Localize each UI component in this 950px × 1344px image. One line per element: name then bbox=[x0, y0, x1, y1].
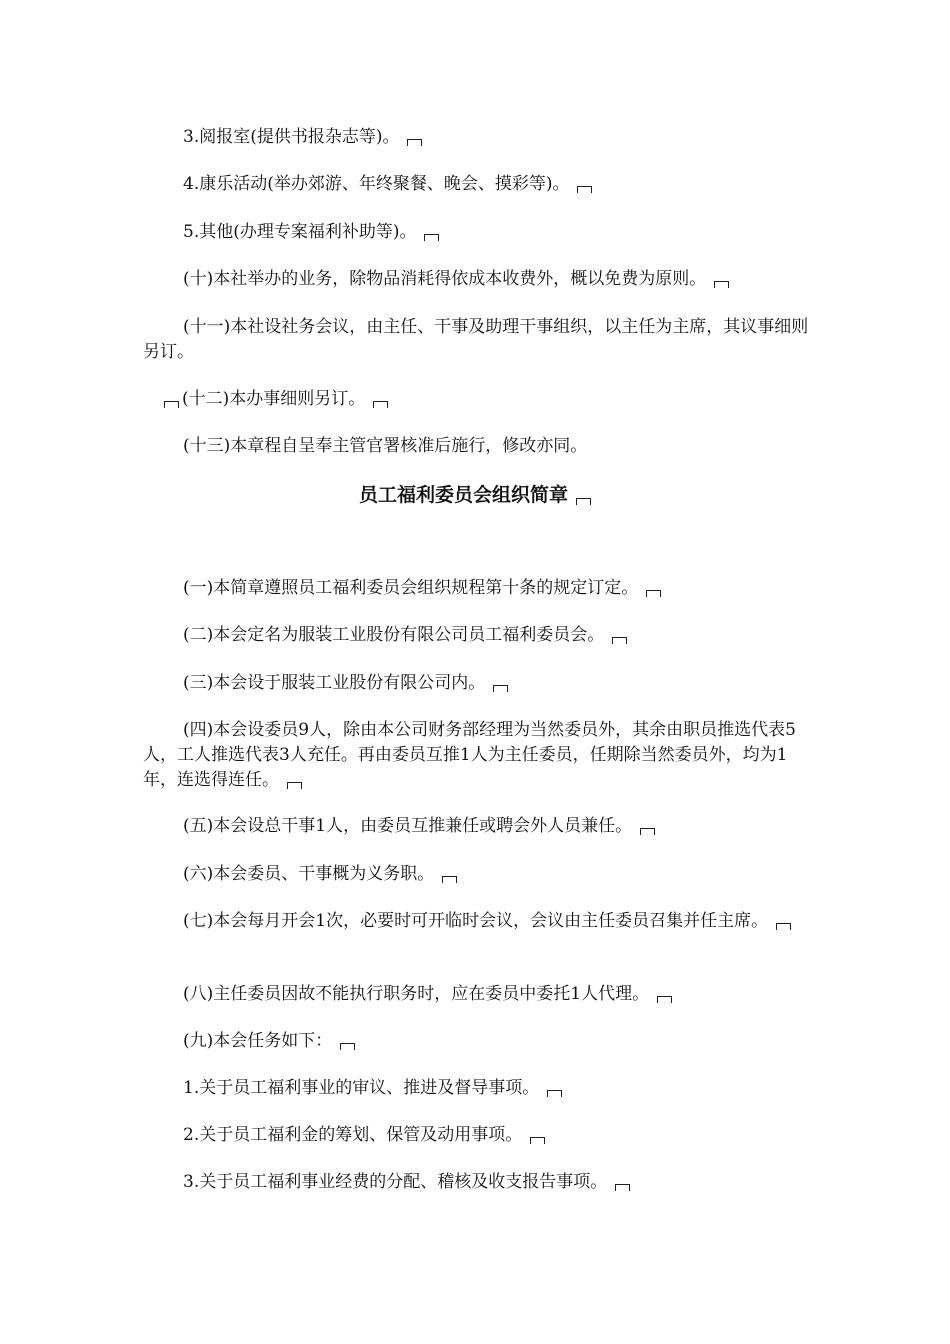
return-mark-icon bbox=[612, 637, 627, 644]
return-mark-icon bbox=[577, 186, 592, 193]
return-mark-icon bbox=[547, 1090, 562, 1097]
clause-11: (十一)本社设社务会议，由主任、干事及助理干事组织，以主任为主席，其议事细则另订。 bbox=[143, 317, 809, 362]
return-mark-icon bbox=[576, 498, 591, 505]
article-5: (五)本会设总干事1人，由委员互推兼任或聘会外人员兼任。 bbox=[143, 814, 813, 839]
return-mark-icon bbox=[646, 590, 661, 597]
item-3-reading-room: 3.阅报室(提供书报杂志等)。 bbox=[143, 125, 813, 150]
article-7: (七)本会每月开会1次，必要时可开临时会议，会议由主任委员召集并任主席。 bbox=[143, 909, 813, 934]
article-4: (四)本会设委员9人，除由本公司财务部经理为当然委员外，其余由职员推选代表5人，工人推选代表3人充任。再由委员互推1人为主任委员，任期除当然委员外，均为1年，连选得连任。 bbox=[143, 720, 796, 790]
return-mark-icon bbox=[164, 401, 179, 408]
return-mark-icon bbox=[530, 1137, 545, 1144]
return-mark-icon bbox=[640, 828, 655, 835]
article-9: (九)本会任务如下： bbox=[143, 1029, 813, 1054]
section-title: 员工福利委员会组织简章 bbox=[0, 482, 950, 508]
return-mark-icon bbox=[373, 401, 388, 408]
return-mark-icon bbox=[714, 281, 729, 288]
article-3: (三)本会设于服装工业股份有限公司内。 bbox=[143, 671, 813, 696]
article-8: (八)主任委员因故不能执行职务时，应在委员中委托1人代理。 bbox=[143, 982, 813, 1007]
clause-12: (十二)本办事细则另订。 bbox=[143, 387, 813, 412]
return-mark-icon bbox=[442, 876, 457, 883]
article-2: (二)本会定名为服装工业股份有限公司员工福利委员会。 bbox=[143, 623, 813, 648]
return-mark-icon bbox=[424, 234, 439, 241]
article-1: (一)本简章遵照员工福利委员会组织规程第十条的规定订定。 bbox=[143, 576, 813, 601]
return-mark-icon bbox=[493, 685, 508, 692]
return-mark-icon bbox=[615, 1184, 630, 1191]
article-6: (六)本会委员、干事概为义务职。 bbox=[143, 862, 813, 887]
clause-13: (十三)本章程自呈奉主管官署核准后施行，修改亦同。 bbox=[183, 436, 588, 456]
item-5-other: 5.其他(办理专案福利补助等)。 bbox=[143, 220, 813, 245]
clause-10: (十)本社举办的业务，除物品消耗得依成本收费外，概以免费为原则。 bbox=[143, 267, 813, 292]
return-mark-icon bbox=[407, 139, 422, 146]
return-mark-icon bbox=[340, 1043, 355, 1050]
task-3: 3.关于员工福利事业经费的分配、稽核及收支报告事项。 bbox=[143, 1170, 813, 1195]
task-2: 2.关于员工福利金的筹划、保管及动用事项。 bbox=[143, 1123, 813, 1148]
return-mark-icon bbox=[657, 996, 672, 1003]
return-mark-icon bbox=[776, 923, 791, 930]
task-1: 1.关于员工福利事业的审议、推进及督导事项。 bbox=[143, 1076, 813, 1101]
return-mark-icon bbox=[287, 782, 302, 789]
item-4-recreation: 4.康乐活动(举办郊游、年终聚餐、晚会、摸彩等)。 bbox=[143, 172, 813, 197]
